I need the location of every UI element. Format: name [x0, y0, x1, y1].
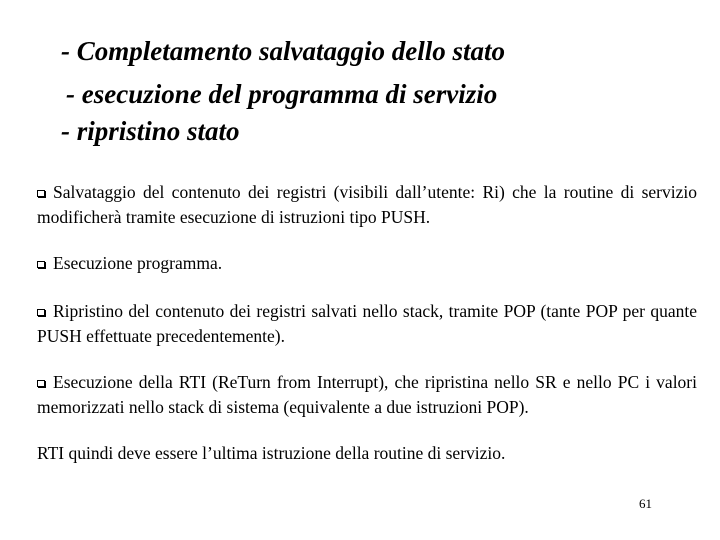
heading-line-3: - ripristino stato [61, 116, 240, 146]
bullet-item-rti [37, 370, 697, 420]
square-bullet-icon [37, 190, 45, 197]
bullet-text: Salvataggio del contenuto dei registri (visibili dall’utente: Ri) che la routine di servizio modificherà tramite esecuzione di istruzioni tipo PUSH. [37, 182, 697, 227]
square-bullet-icon [37, 380, 45, 387]
heading-line-2: - esecuzione del programma di servizio [66, 79, 498, 109]
bullet-item-restore-registers [37, 299, 697, 349]
page-number: 61 [639, 496, 652, 511]
bullet-text: Ripristino del contenuto dei registri salvati nello stack, tramite POP (tante POP per quante PUSH effettuate precedentemente). [37, 301, 697, 346]
heading-line-1: - Completamento salvataggio dello stato [61, 36, 505, 66]
square-bullet-icon [37, 309, 45, 316]
bullet-text: Esecuzione della RTI (ReTurn from Interrupt), che ripristina nello SR e nello PC i valori memorizzati nello stack di sistema (equivalente a due istruzioni POP). [37, 372, 697, 417]
bullet-text: Esecuzione programma. [53, 253, 223, 273]
bullet-item-execute-program [37, 251, 697, 276]
bullet-item-save-registers [37, 180, 697, 230]
conclusion-text: RTI quindi deve essere l’ultima istruzione della routine di servizio. [37, 443, 506, 463]
square-bullet-icon [37, 261, 45, 268]
